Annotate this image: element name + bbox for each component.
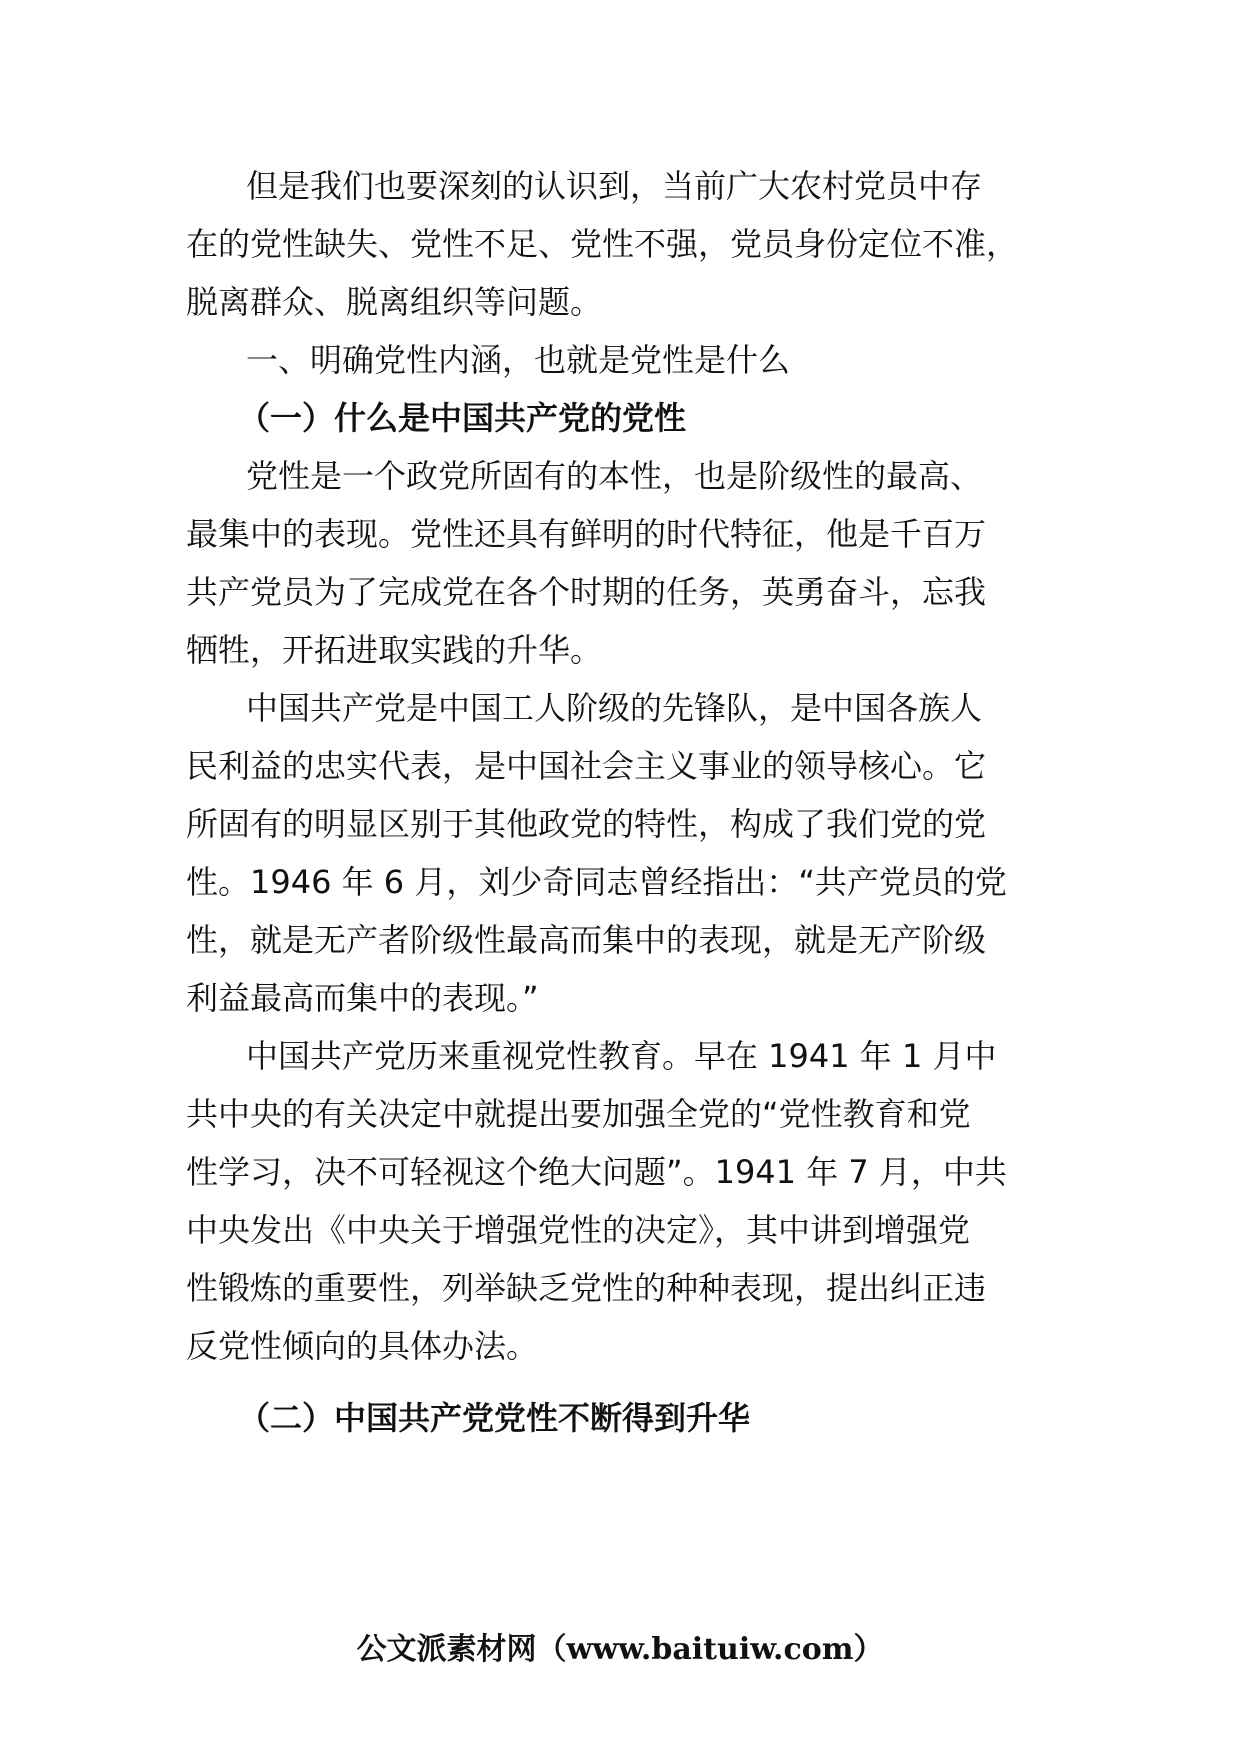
paragraph-line: 性，就是无产者阶级性最高而集中的表现，就是无产阶级	[186, 921, 987, 959]
paragraph-line: 中央发出《中央关于增强党性的决定》，其中讲到增强党	[186, 1211, 971, 1249]
subsection-heading: （一）什么是中国共产党的党性	[238, 399, 687, 437]
paragraph-line: 中国共产党历来重视党性教育。早在 1941 年 1 月中	[246, 1037, 997, 1075]
subsection-heading: （二）中国共产党党性不断得到升华	[238, 1399, 751, 1437]
paragraph-line: 党性是一个政党所固有的本性，也是阶级性的最高、	[246, 457, 983, 495]
section-heading: 一、明确党性内涵，也就是党性是什么	[246, 341, 791, 379]
paragraph-line: 脱离群众、脱离组织等问题。	[186, 283, 603, 321]
paragraph-line: 共中央的有关决定中就提出要加强全党的“党性教育和党	[186, 1095, 971, 1133]
paragraph-line: 民利益的忠实代表，是中国社会主义事业的领导核心。它	[186, 747, 987, 785]
page-footer: 公文派素材网（www.baituiw.com）	[356, 1632, 884, 1667]
paragraph-line: 共产党员为了完成党在各个时期的任务，英勇奋斗，忘我	[186, 573, 987, 611]
paragraph-line: 所固有的明显区别于其他政党的特性，构成了我们党的党	[186, 805, 987, 843]
paragraph-line: 性学习，决不可轻视这个绝大问题”。1941 年 7 月，中共	[186, 1153, 1007, 1191]
paragraph-line: 牺牲，开拓进取实践的升华。	[186, 631, 603, 669]
paragraph-line: 中国共产党是中国工人阶级的先锋队，是中国各族人	[246, 689, 983, 727]
paragraph-line: 最集中的表现。党性还具有鲜明的时代特征，他是千百万	[186, 515, 987, 553]
paragraph-line: 性锻炼的重要性，列举缺乏党性的种种表现，提出纠正违	[186, 1269, 987, 1307]
paragraph-line: 利益最高而集中的表现。”	[186, 979, 539, 1017]
paragraph-line: 性。1946 年 6 月，刘少奇同志曾经指出：“共产党员的党	[186, 863, 1007, 901]
paragraph-line: 反党性倾向的具体办法。	[186, 1327, 539, 1365]
paragraph-line: 但是我们也要深刻的认识到，当前广大农村党员中存	[246, 167, 983, 205]
paragraph-line: 在的党性缺失、党性不足、党性不强，党员身份定位不准，	[186, 225, 1019, 263]
